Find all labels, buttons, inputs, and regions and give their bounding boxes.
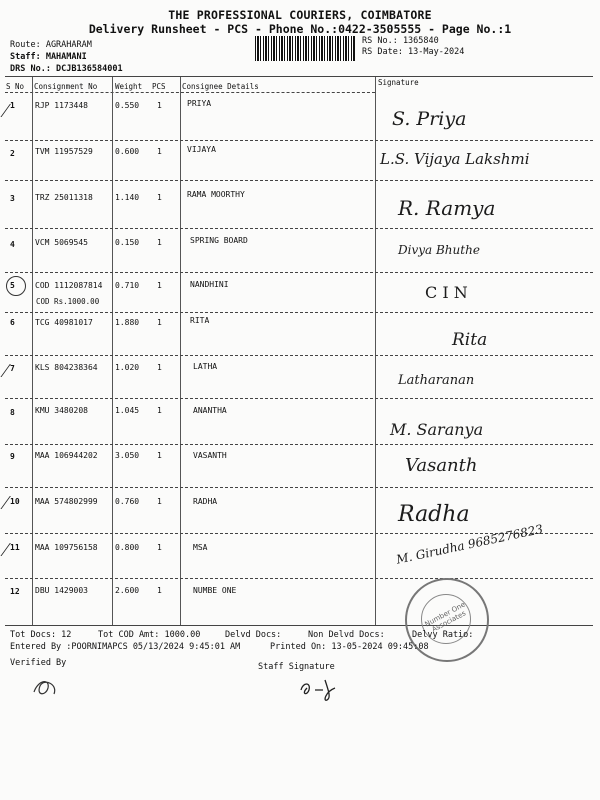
row-weight: 0.600: [115, 147, 140, 156]
row-consignment: KLS 804238364: [35, 363, 98, 372]
row-weight: 0.150: [115, 238, 140, 247]
staff-label: Staff: MAHAMANI: [10, 52, 87, 62]
row-consignee: RADHA: [193, 497, 218, 506]
row-weight: 1.140: [115, 193, 140, 202]
tick-mark: ⁄: [4, 358, 8, 382]
row-consignment: MAA 106944202: [35, 451, 98, 460]
row-weight: 1.020: [115, 363, 140, 372]
verified-by-label: Verified By: [10, 658, 67, 668]
row-consignment: KMU 3480208: [35, 406, 88, 415]
signature: R. Ramya: [398, 196, 496, 220]
row-weight: 1.045: [115, 406, 140, 415]
row-pcs: 1: [157, 281, 162, 290]
row-pcs: 1: [157, 318, 162, 327]
row-pcs: 1: [157, 586, 162, 595]
row-divider: [5, 578, 593, 579]
row-consignment: DBU 1429003: [35, 586, 88, 595]
signature: C I N: [425, 283, 468, 302]
rs-date: RS Date: 13-May-2024: [362, 47, 465, 57]
row-sno: 11: [10, 543, 20, 552]
row-weight: 2.600: [115, 586, 140, 595]
row-divider: [5, 444, 593, 445]
row-pcs: 1: [157, 363, 162, 372]
row-sno: 10: [10, 497, 20, 506]
tick-mark: ⁄: [4, 490, 8, 514]
row-consignee: RITA: [190, 316, 210, 325]
entered-by: Entered By :POORNIMAPCS 05/13/2024 9:45:01 AM: [10, 642, 241, 652]
route-label: Route: AGRAHARAM: [10, 40, 92, 50]
staff-signature-mark: [295, 672, 355, 704]
tick-mark: ⁄: [4, 98, 8, 122]
row-consignee: MSA: [193, 543, 208, 552]
row-weight: 0.710: [115, 281, 140, 290]
row-divider: [5, 180, 593, 181]
row-consignment: TRZ 25011318: [35, 193, 93, 202]
signature: L.S. Vijaya Lakshmi: [380, 150, 530, 168]
signature: Vasanth: [405, 455, 478, 476]
row-consignee: NANDHINI: [190, 280, 229, 289]
runsheet-subtitle: Delivery Runsheet - PCS - Phone No.:0422-3505555 - Page No.:1: [88, 22, 512, 36]
row-consignee: SPRING BOARD: [190, 236, 248, 245]
col-header-consignee: Consignee Details: [182, 82, 259, 91]
non-delivered-docs: Non Delvd Docs:: [308, 630, 385, 640]
signature: Radha: [398, 502, 470, 527]
row-consignment: COD 1112087814: [35, 281, 103, 290]
delivery-ratio: Delvy Ratio:: [412, 630, 474, 640]
col-divider: [180, 77, 181, 625]
row-pcs: 1: [157, 101, 162, 110]
rs-number: RS No.: 1365840: [362, 36, 439, 46]
row-sno: 5: [10, 281, 15, 290]
tick-mark: ⁄: [4, 537, 8, 561]
table-top-border: [5, 76, 593, 77]
row-sno: 12: [10, 587, 20, 596]
row-divider: [5, 272, 593, 273]
row-consignment: VCM 5069545: [35, 238, 88, 247]
row-pcs: 1: [157, 193, 162, 202]
table-bottom-border: [5, 625, 593, 626]
row-divider: [5, 487, 593, 488]
table-header-divider: [5, 92, 375, 93]
row-pcs: 1: [157, 451, 162, 460]
row-consignee: PRIYA: [187, 99, 212, 108]
drs-number: DRS No.: DCJB136584001: [10, 64, 123, 74]
signature: M. Girudha 9685276823: [395, 521, 545, 567]
total-docs: Tot Docs: 12: [10, 630, 72, 640]
row-consignee: NUMBE ONE: [193, 586, 237, 595]
row-sno: 4: [10, 240, 15, 249]
row-divider: [5, 398, 593, 399]
row-pcs: 1: [157, 147, 162, 156]
row-consignment: TVM 11957529: [35, 147, 93, 156]
row-consignment: MAA 109756158: [35, 543, 98, 552]
col-header-pcs: PCS: [152, 82, 166, 91]
cod-amount-note: COD Rs.1000.00: [36, 297, 100, 306]
col-divider: [112, 77, 113, 625]
signature: Latharanan: [398, 373, 475, 388]
staff-signature-label: Staff Signature: [258, 662, 335, 672]
row-divider: [5, 140, 593, 141]
row-consignment: MAA 574802999: [35, 497, 98, 506]
row-consignee: VIJAYA: [187, 145, 216, 154]
row-consignee: VASANTH: [193, 451, 227, 460]
row-sno: 7: [10, 364, 15, 373]
col-divider: [32, 77, 33, 625]
printed-on: Printed On: 13-05-2024 09:45:08: [270, 642, 429, 652]
row-weight: 3.050: [115, 451, 140, 460]
delivered-docs: Delvd Docs:: [225, 630, 282, 640]
row-weight: 0.550: [115, 101, 140, 110]
row-consignment: RJP 1173448: [35, 101, 88, 110]
row-consignee: LATHA: [193, 362, 218, 371]
col-header-weight: Weight: [115, 82, 143, 91]
col-divider: [375, 77, 376, 625]
row-weight: 0.800: [115, 543, 140, 552]
signature: Rita: [452, 330, 488, 350]
row-sno: 6: [10, 318, 15, 327]
col-header-sno: S No: [6, 82, 25, 91]
total-cod-amount: Tot COD Amt: 1000.00: [98, 630, 201, 640]
barcode: [255, 36, 355, 61]
row-sno: 3: [10, 194, 15, 203]
col-header-signature: Signature: [378, 78, 419, 87]
row-sno: 8: [10, 408, 15, 417]
row-divider: [5, 228, 593, 229]
col-header-consignment: Consignment No: [34, 82, 98, 91]
row-divider: [5, 312, 593, 313]
row-pcs: 1: [157, 238, 162, 247]
row-divider: [5, 355, 593, 356]
company-title: THE PROFESSIONAL COURIERS, COIMBATORE: [168, 8, 432, 22]
row-sno: 9: [10, 452, 15, 461]
circle-mark: [6, 276, 26, 296]
signature: M. Saranya: [390, 420, 484, 439]
row-weight: 1.880: [115, 318, 140, 327]
row-consignee: ANANTHA: [193, 406, 227, 415]
signature: Divya Bhuthe: [398, 243, 480, 257]
row-pcs: 1: [157, 497, 162, 506]
row-pcs: 1: [157, 406, 162, 415]
row-weight: 0.760: [115, 497, 140, 506]
row-sno: 1: [10, 101, 15, 110]
verifier-initials-mark: [28, 672, 68, 702]
signature: S. Priya: [392, 108, 467, 130]
row-pcs: 1: [157, 543, 162, 552]
row-consignee: RAMA MOORTHY: [187, 190, 245, 199]
company-stamp: Number One Associates: [405, 578, 489, 662]
row-sno: 2: [10, 149, 15, 158]
row-consignment: TCG 40981017: [35, 318, 93, 327]
